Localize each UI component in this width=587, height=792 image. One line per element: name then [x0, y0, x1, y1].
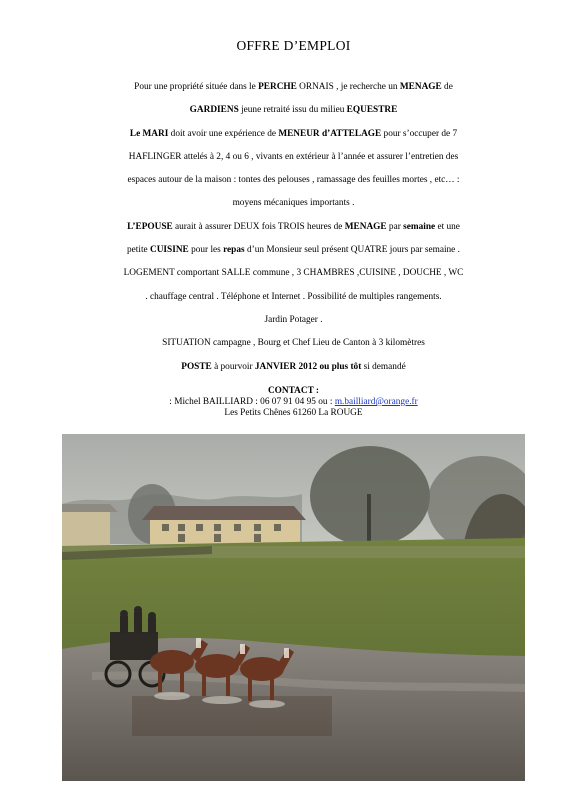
body-line	[62, 198, 525, 221]
bold-text: repas	[223, 245, 245, 256]
body-text: pour les	[188, 245, 224, 256]
body-text: d’un Monsieur seul présent QUATRE jours par semaine .	[244, 245, 460, 256]
bold-text: MENAGE	[399, 82, 442, 92]
body-text: Pour une propriété située dans le	[134, 82, 259, 92]
page-title: OFFRE D’EMPLOI	[236, 38, 351, 53]
bold-text: semaine	[403, 221, 436, 232]
body-text: petite	[127, 245, 150, 256]
body-text: par	[386, 221, 404, 232]
body-line	[62, 82, 525, 105]
bold-text: MENEUR d’ATTELAGE	[278, 128, 382, 139]
body-text: si demandé	[361, 361, 406, 372]
body-text: doit avoir une expérience de	[168, 128, 279, 139]
contact-block	[62, 386, 525, 419]
body-line	[62, 338, 525, 361]
bold-text: JANVIER 2012	[254, 361, 318, 372]
body-text: . chauffage central . Téléphone et Internet . Possibilité de multiples rangements.	[145, 291, 442, 302]
body-line	[62, 268, 525, 291]
body-text: jeune retraité issu du milieu	[238, 105, 347, 116]
contact-address: Les Petits Chênes 61260 La ROUGE	[224, 408, 363, 418]
body-text: de	[441, 82, 453, 92]
bold-text: MENAGE	[344, 221, 387, 232]
body-line	[62, 129, 525, 152]
body-text: moyens mécaniques importants .	[232, 198, 355, 209]
bold-text: EQUESTRE	[346, 105, 398, 116]
contact-heading: CONTACT :	[267, 386, 320, 396]
contact-phone-line	[62, 397, 525, 408]
body-text: HAFLINGER attelés à 2, 4 ou 6 , vivants en extérieur à l’année et assurer l’entretien des	[128, 151, 459, 162]
bold-text: CUISINE	[150, 245, 189, 256]
bold-text: Le MARI	[129, 128, 169, 139]
body-text: ORNAIS , je recherche un	[296, 82, 400, 92]
body-text: Jardin Potager .	[264, 314, 323, 325]
body-line	[62, 315, 525, 338]
job-offer-body	[62, 82, 525, 385]
carriage-photo	[62, 434, 525, 781]
body-text: pour s’occuper de 7	[381, 128, 458, 139]
bold-text: GARDIENS	[189, 105, 239, 116]
body-text: à pourvoir	[211, 361, 255, 372]
body-text: espaces autour de la maison : tontes des pelouses , ramassage des feuilles mortes , etc… :	[127, 175, 460, 186]
body-line	[62, 222, 525, 245]
body-line	[62, 362, 525, 385]
email-link[interactable]: m.bailliard@orange.fr	[334, 397, 418, 407]
bold-text: PERCHE	[258, 82, 297, 92]
body-line	[62, 175, 525, 198]
bold-text: L’EPOUSE	[127, 221, 173, 232]
body-text: LOGEMENT comportant SALLE commune , 3 CHAMBRES ,CUISINE , DOUCHE , WC	[123, 268, 464, 279]
body-line	[62, 245, 525, 268]
body-text: aurait à assurer DEUX fois TROIS heures de	[172, 221, 345, 232]
body-text: SITUATION campagne , Bourg et Chef Lieu de Canton à 3 kilomètres	[162, 338, 425, 349]
body-line	[62, 105, 525, 128]
contact-phone: : Michel BAILLIARD : 06 07 91 04 95 ou :	[169, 397, 333, 407]
body-line	[62, 292, 525, 315]
bold-text: ou plus tôt	[319, 361, 362, 372]
body-text: et une	[435, 221, 460, 232]
bold-text: POSTE	[181, 361, 212, 372]
body-line	[62, 152, 525, 175]
